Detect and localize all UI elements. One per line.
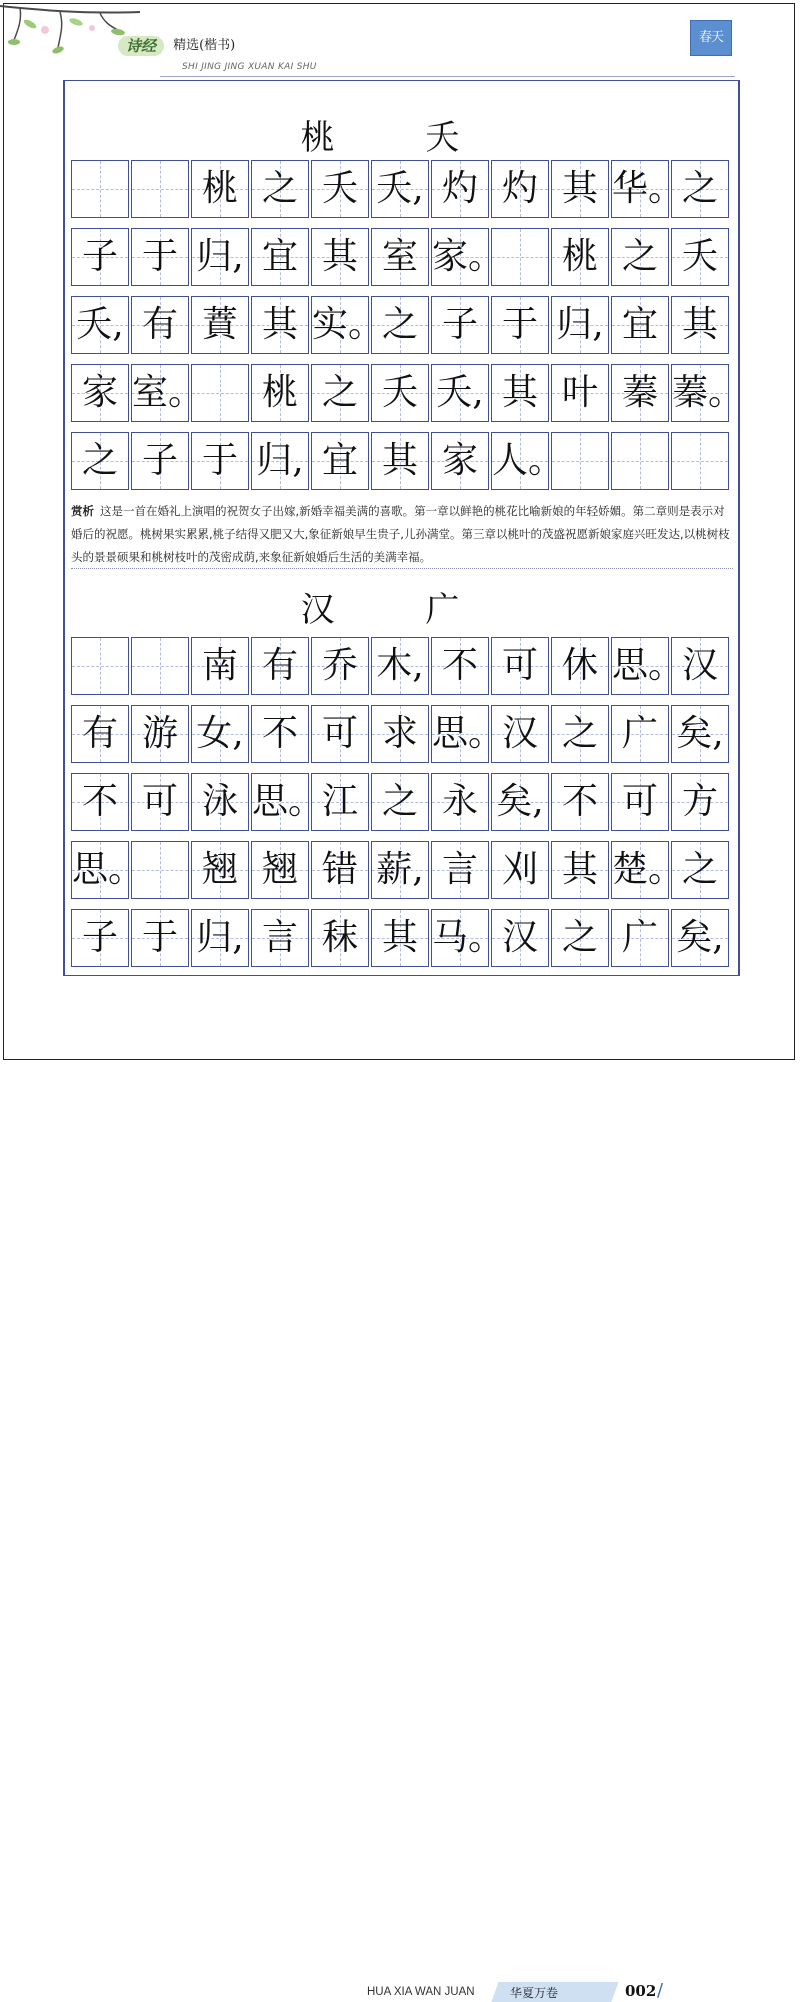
grid-cell <box>71 909 129 967</box>
series-badge: 诗经 <box>118 36 164 56</box>
grid-cell <box>551 841 609 899</box>
grid-character: 女, <box>196 713 244 754</box>
grid-character: 叶 <box>561 372 598 413</box>
grid-character: 思。 <box>612 645 685 686</box>
grid-cell <box>311 909 369 967</box>
grid-character: 不 <box>441 645 478 686</box>
grid-cell <box>611 773 669 831</box>
grid-character: 思。 <box>432 713 505 754</box>
series-brand <box>118 36 235 56</box>
grid-cell <box>551 705 609 763</box>
grid-cell <box>431 364 489 422</box>
grid-cell <box>251 841 309 899</box>
grid-cell <box>611 160 685 218</box>
grid-character: 求 <box>381 713 418 754</box>
grid-cell <box>551 296 609 354</box>
grid-character: 马。 <box>432 917 505 958</box>
grid-cell <box>491 841 549 899</box>
grid-character: 有 <box>141 304 178 345</box>
grid-cell <box>491 296 549 354</box>
grid-cell <box>371 909 429 967</box>
grid-cell <box>251 228 309 286</box>
grid-character: 室 <box>381 236 418 277</box>
grid-cell <box>191 296 249 354</box>
grid-character: 南 <box>201 645 238 686</box>
grid-character: 之 <box>561 917 598 958</box>
grid-character: 矣, <box>496 781 544 822</box>
grid-cell <box>431 705 505 763</box>
grid-cell <box>431 773 489 831</box>
grid-character: 灼 <box>501 168 538 209</box>
commentary-divider <box>71 568 733 569</box>
grid-character: 汉 <box>501 917 538 958</box>
grid-cell <box>131 364 205 422</box>
grid-cell <box>371 160 429 218</box>
grid-cell <box>611 841 685 899</box>
grid-cell <box>671 296 729 354</box>
grid-character: 可 <box>501 645 538 686</box>
commentary-text: 这是一首在婚礼上演唱的祝贺女子出嫁,新婚幸福美满的喜歌。第一章以鲜艳的桃花比喻新娘的年轻娇媚。第二章则是表示对婚后的祝愿。桃树果实累累,桃子结得又肥又大,象征新娘早生贵子,儿孙满堂。第三章以桃叶的茂盛祝愿新娘家庭兴旺发达,以桃树枝头的景景硕果和桃树枝叶的茂密成荫,来象征新娘婚后生活的美满幸福。 <box>71 504 730 564</box>
grid-cell <box>431 637 489 695</box>
grid-cell <box>431 841 489 899</box>
grid-character: 秣 <box>321 917 358 958</box>
grid-character: 归, <box>556 304 604 345</box>
grid-cell <box>671 364 745 422</box>
grid-cell <box>311 364 369 422</box>
grid-character: 其 <box>321 236 358 277</box>
grid-character: 蓁 <box>621 372 658 413</box>
grid-character: 有 <box>261 645 298 686</box>
grid-character: 汉 <box>501 713 538 754</box>
grid-cell <box>611 909 669 967</box>
slash-decoration-icon: / <box>657 1980 664 2001</box>
grid-character: 其 <box>261 304 298 345</box>
grid-cell <box>611 705 669 763</box>
grid-character: 思。 <box>72 849 145 890</box>
header-rule <box>160 76 735 77</box>
grid-cell <box>71 160 129 218</box>
grid-cell <box>191 705 249 763</box>
grid-character: 蓁。 <box>672 372 745 413</box>
grid-cell <box>371 773 429 831</box>
grid-character: 不 <box>261 713 298 754</box>
grid-cell <box>131 705 189 763</box>
grid-character: 家 <box>81 372 118 413</box>
page-footer <box>0 990 800 2001</box>
grid-cell <box>611 637 685 695</box>
grid-character: 广 <box>621 917 658 958</box>
grid-character: 子 <box>441 304 478 345</box>
grid-cell <box>131 909 189 967</box>
grid-cell <box>191 160 249 218</box>
grid-character: 其 <box>501 372 538 413</box>
grid-character: 广 <box>621 713 658 754</box>
grid-character: 有 <box>81 713 118 754</box>
grid-character: 言 <box>441 849 478 890</box>
grid-character: 其 <box>561 168 598 209</box>
grid-cell <box>251 773 325 831</box>
grid-row <box>71 773 731 831</box>
grid-character: 夭 <box>681 236 718 277</box>
grid-character: 木, <box>376 645 424 686</box>
grid-character: 错 <box>321 849 358 890</box>
corner-logo: 春天 <box>690 20 732 56</box>
grid-cell <box>251 364 309 422</box>
grid-row <box>71 705 731 763</box>
grid-cell <box>71 773 129 831</box>
grid-cell <box>491 364 549 422</box>
grid-cell <box>311 296 385 354</box>
grid-cell <box>671 432 729 490</box>
grid-character: 乔 <box>321 645 358 686</box>
grid-character: 之 <box>561 713 598 754</box>
grid-character: 方 <box>681 781 718 822</box>
grid-cell <box>671 909 729 967</box>
grid-character: 子 <box>81 917 118 958</box>
grid-cell <box>191 637 249 695</box>
grid-cell <box>251 909 309 967</box>
grid-character: 之 <box>381 781 418 822</box>
publisher-name-cn: 华夏万卷 <box>510 1986 559 2000</box>
grid-row <box>71 364 745 422</box>
grid-character: 室。 <box>132 372 205 413</box>
grid-row <box>71 228 731 286</box>
grid-character: 翘 <box>261 849 298 890</box>
grid-cell <box>491 160 549 218</box>
grid-cell <box>431 432 489 490</box>
grid-cell <box>371 637 429 695</box>
grid-character: 蕡 <box>201 304 238 345</box>
grid-character: 夭, <box>376 168 424 209</box>
grid-character: 家 <box>441 440 478 481</box>
grid-cell <box>251 296 309 354</box>
grid-cell <box>191 432 249 490</box>
grid-cell <box>551 637 609 695</box>
grid-character: 之 <box>681 168 718 209</box>
grid-character: 楚。 <box>612 849 685 890</box>
grid-cell <box>131 296 189 354</box>
grid-row <box>71 909 731 967</box>
grid-character: 于 <box>201 440 238 481</box>
grid-character: 可 <box>141 781 178 822</box>
grid-character: 子 <box>141 440 178 481</box>
grid-character: 其 <box>681 304 718 345</box>
grid-cell <box>131 773 189 831</box>
grid-character: 休 <box>561 645 598 686</box>
grid-character: 宜 <box>261 236 298 277</box>
grid-character: 归, <box>256 440 304 481</box>
grid-character: 泳 <box>201 781 238 822</box>
grid-cell <box>131 160 189 218</box>
grid-character: 不 <box>81 781 118 822</box>
grid-cell <box>371 228 429 286</box>
grid-cell <box>71 364 129 422</box>
grid-character: 翘 <box>201 849 238 890</box>
series-pinyin: SHI JING JING XUAN KAI SHU <box>182 62 317 72</box>
grid-character: 之 <box>81 440 118 481</box>
grid-character: 归, <box>196 236 244 277</box>
grid-character: 言 <box>261 917 298 958</box>
grid-character: 永 <box>441 781 478 822</box>
grid-row <box>71 637 731 695</box>
grid-character: 游 <box>141 713 178 754</box>
grid-character: 家。 <box>432 236 505 277</box>
page-header <box>0 0 800 90</box>
grid-cell <box>251 160 309 218</box>
grid-cell <box>311 228 369 286</box>
grid-cell <box>131 637 189 695</box>
grid-cell <box>551 909 609 967</box>
grid-cell <box>431 228 505 286</box>
grid-character: 实。 <box>312 304 385 345</box>
grid-cell <box>491 773 549 831</box>
grid-cell <box>611 228 669 286</box>
grid-cell <box>431 160 489 218</box>
grid-character: 思。 <box>252 781 325 822</box>
grid-character: 人。 <box>492 440 565 481</box>
grid-cell <box>371 364 429 422</box>
grid-cell <box>671 705 729 763</box>
grid-character: 其 <box>381 440 418 481</box>
grid-character: 刈 <box>501 849 538 890</box>
grid-cell <box>311 160 369 218</box>
grid-cell <box>671 773 729 831</box>
commentary-label: 赏析 <box>71 504 94 518</box>
grid-character: 桃 <box>261 372 298 413</box>
grid-cell <box>431 296 489 354</box>
grid-row <box>71 160 731 218</box>
poem-title-taoyao: 桃 夭 <box>300 118 500 158</box>
grid-cell <box>431 909 505 967</box>
grid-character: 矣, <box>676 917 724 958</box>
grid-cell <box>71 841 145 899</box>
grid-character: 江 <box>321 781 358 822</box>
grid-character: 灼 <box>441 168 478 209</box>
grid-cell <box>611 296 669 354</box>
grid-cell <box>251 705 309 763</box>
grid-cell <box>71 432 129 490</box>
grid-character: 夭 <box>381 372 418 413</box>
grid-character: 可 <box>621 781 658 822</box>
grid-cell <box>551 160 609 218</box>
page-number: 002 <box>625 1982 657 2000</box>
grid-cell <box>131 228 189 286</box>
grid-character: 宜 <box>621 304 658 345</box>
grid-row <box>71 432 731 490</box>
grid-cell <box>71 705 129 763</box>
commentary <box>71 500 733 569</box>
series-title: 精选(楷书) <box>173 38 236 53</box>
grid-cell <box>191 841 249 899</box>
grid-cell <box>191 773 249 831</box>
grid-row <box>71 841 731 899</box>
grid-character: 桃 <box>201 168 238 209</box>
grid-cell <box>71 296 129 354</box>
grid-cell <box>491 637 549 695</box>
grid-row <box>71 296 731 354</box>
grid-cell <box>371 705 429 763</box>
grid-cell <box>551 364 609 422</box>
grid-character: 矣, <box>676 713 724 754</box>
grid-cell <box>371 841 429 899</box>
grid-character: 夭, <box>436 372 484 413</box>
publisher-name-en: HUA XIA WAN JUAN <box>367 1986 475 1998</box>
grid-character: 其 <box>561 849 598 890</box>
grid-character: 于 <box>501 304 538 345</box>
grid-character: 之 <box>321 372 358 413</box>
grid-cell <box>191 909 249 967</box>
grid-character: 华。 <box>612 168 685 209</box>
grid-cell <box>311 841 369 899</box>
grid-character: 夭 <box>321 168 358 209</box>
grid-character: 汉 <box>681 645 718 686</box>
grid-character: 薪, <box>376 849 424 890</box>
grid-cell <box>251 637 309 695</box>
grid-character: 不 <box>561 781 598 822</box>
grid-cell <box>311 705 369 763</box>
grid-character: 夭, <box>76 304 124 345</box>
grid-cell <box>551 228 609 286</box>
grid-cell <box>671 228 729 286</box>
grid-cell <box>251 432 309 490</box>
grid-cell <box>131 432 189 490</box>
grid-cell <box>551 773 609 831</box>
grid-cell <box>71 228 129 286</box>
grid-cell <box>71 637 129 695</box>
grid-cell <box>491 432 565 490</box>
grid-character: 归, <box>196 917 244 958</box>
grid-character: 可 <box>321 713 358 754</box>
grid-character: 于 <box>141 236 178 277</box>
grid-character: 之 <box>261 168 298 209</box>
grid-cell <box>611 432 669 490</box>
grid-character: 之 <box>681 849 718 890</box>
grid-character: 桃 <box>561 236 598 277</box>
grid-character: 于 <box>141 917 178 958</box>
grid-character: 之 <box>381 304 418 345</box>
grid-character: 宜 <box>321 440 358 481</box>
grid-cell <box>311 432 369 490</box>
grid-cell <box>611 364 669 422</box>
grid-character: 之 <box>621 236 658 277</box>
grid-character: 其 <box>381 917 418 958</box>
grid-cell <box>371 432 429 490</box>
poem-title-hanguang: 汉 广 <box>300 590 500 630</box>
grid-character: 子 <box>81 236 118 277</box>
grid-cell <box>191 228 249 286</box>
grid-cell <box>311 637 369 695</box>
